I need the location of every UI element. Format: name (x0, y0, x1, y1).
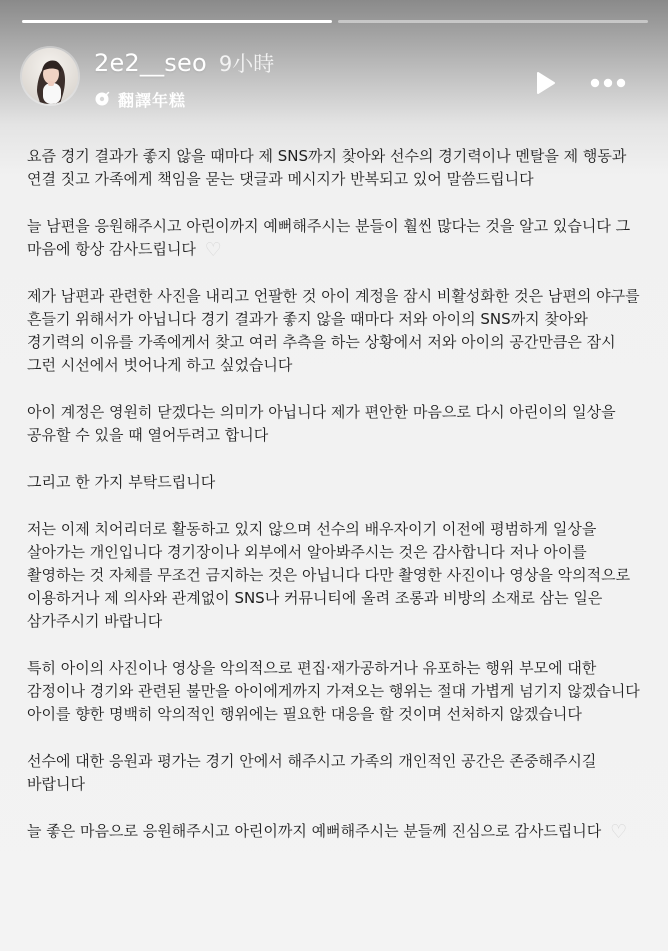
paragraph-8 (27, 750, 641, 796)
paragraph-2 (27, 215, 641, 261)
music-label: 翻譯年糕 (118, 90, 187, 110)
paragraph-5-text: 그리고 한 가지 부탁드립니다 (27, 473, 216, 491)
paragraph-5 (27, 471, 641, 494)
story-text-content (27, 145, 641, 867)
play-button[interactable] (530, 68, 560, 98)
heart-emoji: ♡ (204, 239, 222, 261)
more-options-button[interactable] (586, 66, 630, 100)
progress-fill-1 (22, 20, 332, 23)
paragraph-8-text: 선수에 대한 응원과 평가는 경기 안에서 해주시고 가족의 개인적인 공간은 존중해주시길 바랍니다 (27, 752, 597, 793)
paragraph-3-text: 제가 남편과 관련한 사진을 내리고 언팔한 것 아이 계정을 잠시 비활성화한 것은 남편의 야구를 흔들기 위해서가 아닙니다 경기 결과가 좋지 않을 때마다 저와 아이의 SNS까지 찾아와 경기력의 이유를 가족에게서 찾고 여러 추측을 하는 상황에서 저와 아이의 공간만큼은 잠시 그런 시선에서 벗어나게 하고 싶었습니다 (27, 287, 640, 374)
music-icon (94, 91, 110, 107)
paragraph-7-text: 특히 아이의 사진이나 영상을 악의적으로 편집·재가공하거나 유포하는 행위 부모에 대한 감정이나 경기와 관련된 불만을 아이에게까지 가져오는 행위는 절대 가볍게 넘기지 않겠습니다 아이를 향한 명백히 악의적인 행위에는 필요한 대응을 할 것이며 선처하지 않겠습니다 (27, 659, 640, 723)
paragraph-7 (27, 657, 641, 726)
avatar[interactable] (22, 48, 78, 104)
username[interactable]: 2e2__seo (94, 49, 207, 77)
paragraph-6 (27, 518, 641, 633)
paragraph-3 (27, 285, 641, 377)
paragraph-1 (27, 145, 641, 191)
story-progress-bar (22, 20, 648, 23)
paragraph-9-text: 늘 좋은 마음으로 응원해주시고 아린이까지 예뻐해주시는 분들께 진심으로 감사드립니다 (27, 822, 602, 840)
progress-segment-2 (338, 20, 648, 23)
play-icon (530, 68, 560, 98)
progress-segment-1 (22, 20, 332, 23)
post-time: 9小時 (218, 52, 275, 76)
heart-emoji-2: ♡ (610, 821, 628, 843)
paragraph-9 (27, 820, 641, 843)
story-user-info (94, 48, 274, 82)
paragraph-2-text: 늘 남편을 응원해주시고 아린이까지 예뻐해주시는 분들이 훨씬 많다는 것을 알고 있습니다 그 마음에 항상 감사드립니다 (27, 217, 631, 258)
story-header (22, 48, 648, 112)
paragraph-4-text: 아이 계정은 영원히 닫겠다는 의미가 아닙니다 제가 편안한 마음으로 다시 아린이의 일상을 공유할 수 있을 때 열어두려고 합니다 (27, 403, 616, 444)
ellipsis-icon (586, 66, 630, 100)
music-line[interactable] (94, 87, 186, 111)
paragraph-4 (27, 401, 641, 447)
avatar-image (22, 48, 78, 104)
paragraph-6-text: 저는 이제 치어리더로 활동하고 있지 않으며 선수의 배우자이기 이전에 평범하게 일상을 살아가는 개인입니다 경기장이나 외부에서 알아봐주시는 것은 감사합니다 저나 아이를 촬영하는 것 자체를 무조건 금지하는 것은 아닙니다 다만 촬영한 사진이나 영상을 악의적으로 이용하거나 제 의사와 관계없이 SNS나 커뮤니티에 올려 조롱과 비방의 소재로 삼는 일은 삼가주시기 바랍니다 (27, 520, 631, 630)
paragraph-1-text: 요즘 경기 결과가 좋지 않을 때마다 제 SNS까지 찾아와 선수의 경기력이나 멘탈을 제 행동과 연결 짓고 가족에게 책임을 묻는 댓글과 메시지가 반복되고 있어 말씀드립니다 (27, 147, 627, 188)
